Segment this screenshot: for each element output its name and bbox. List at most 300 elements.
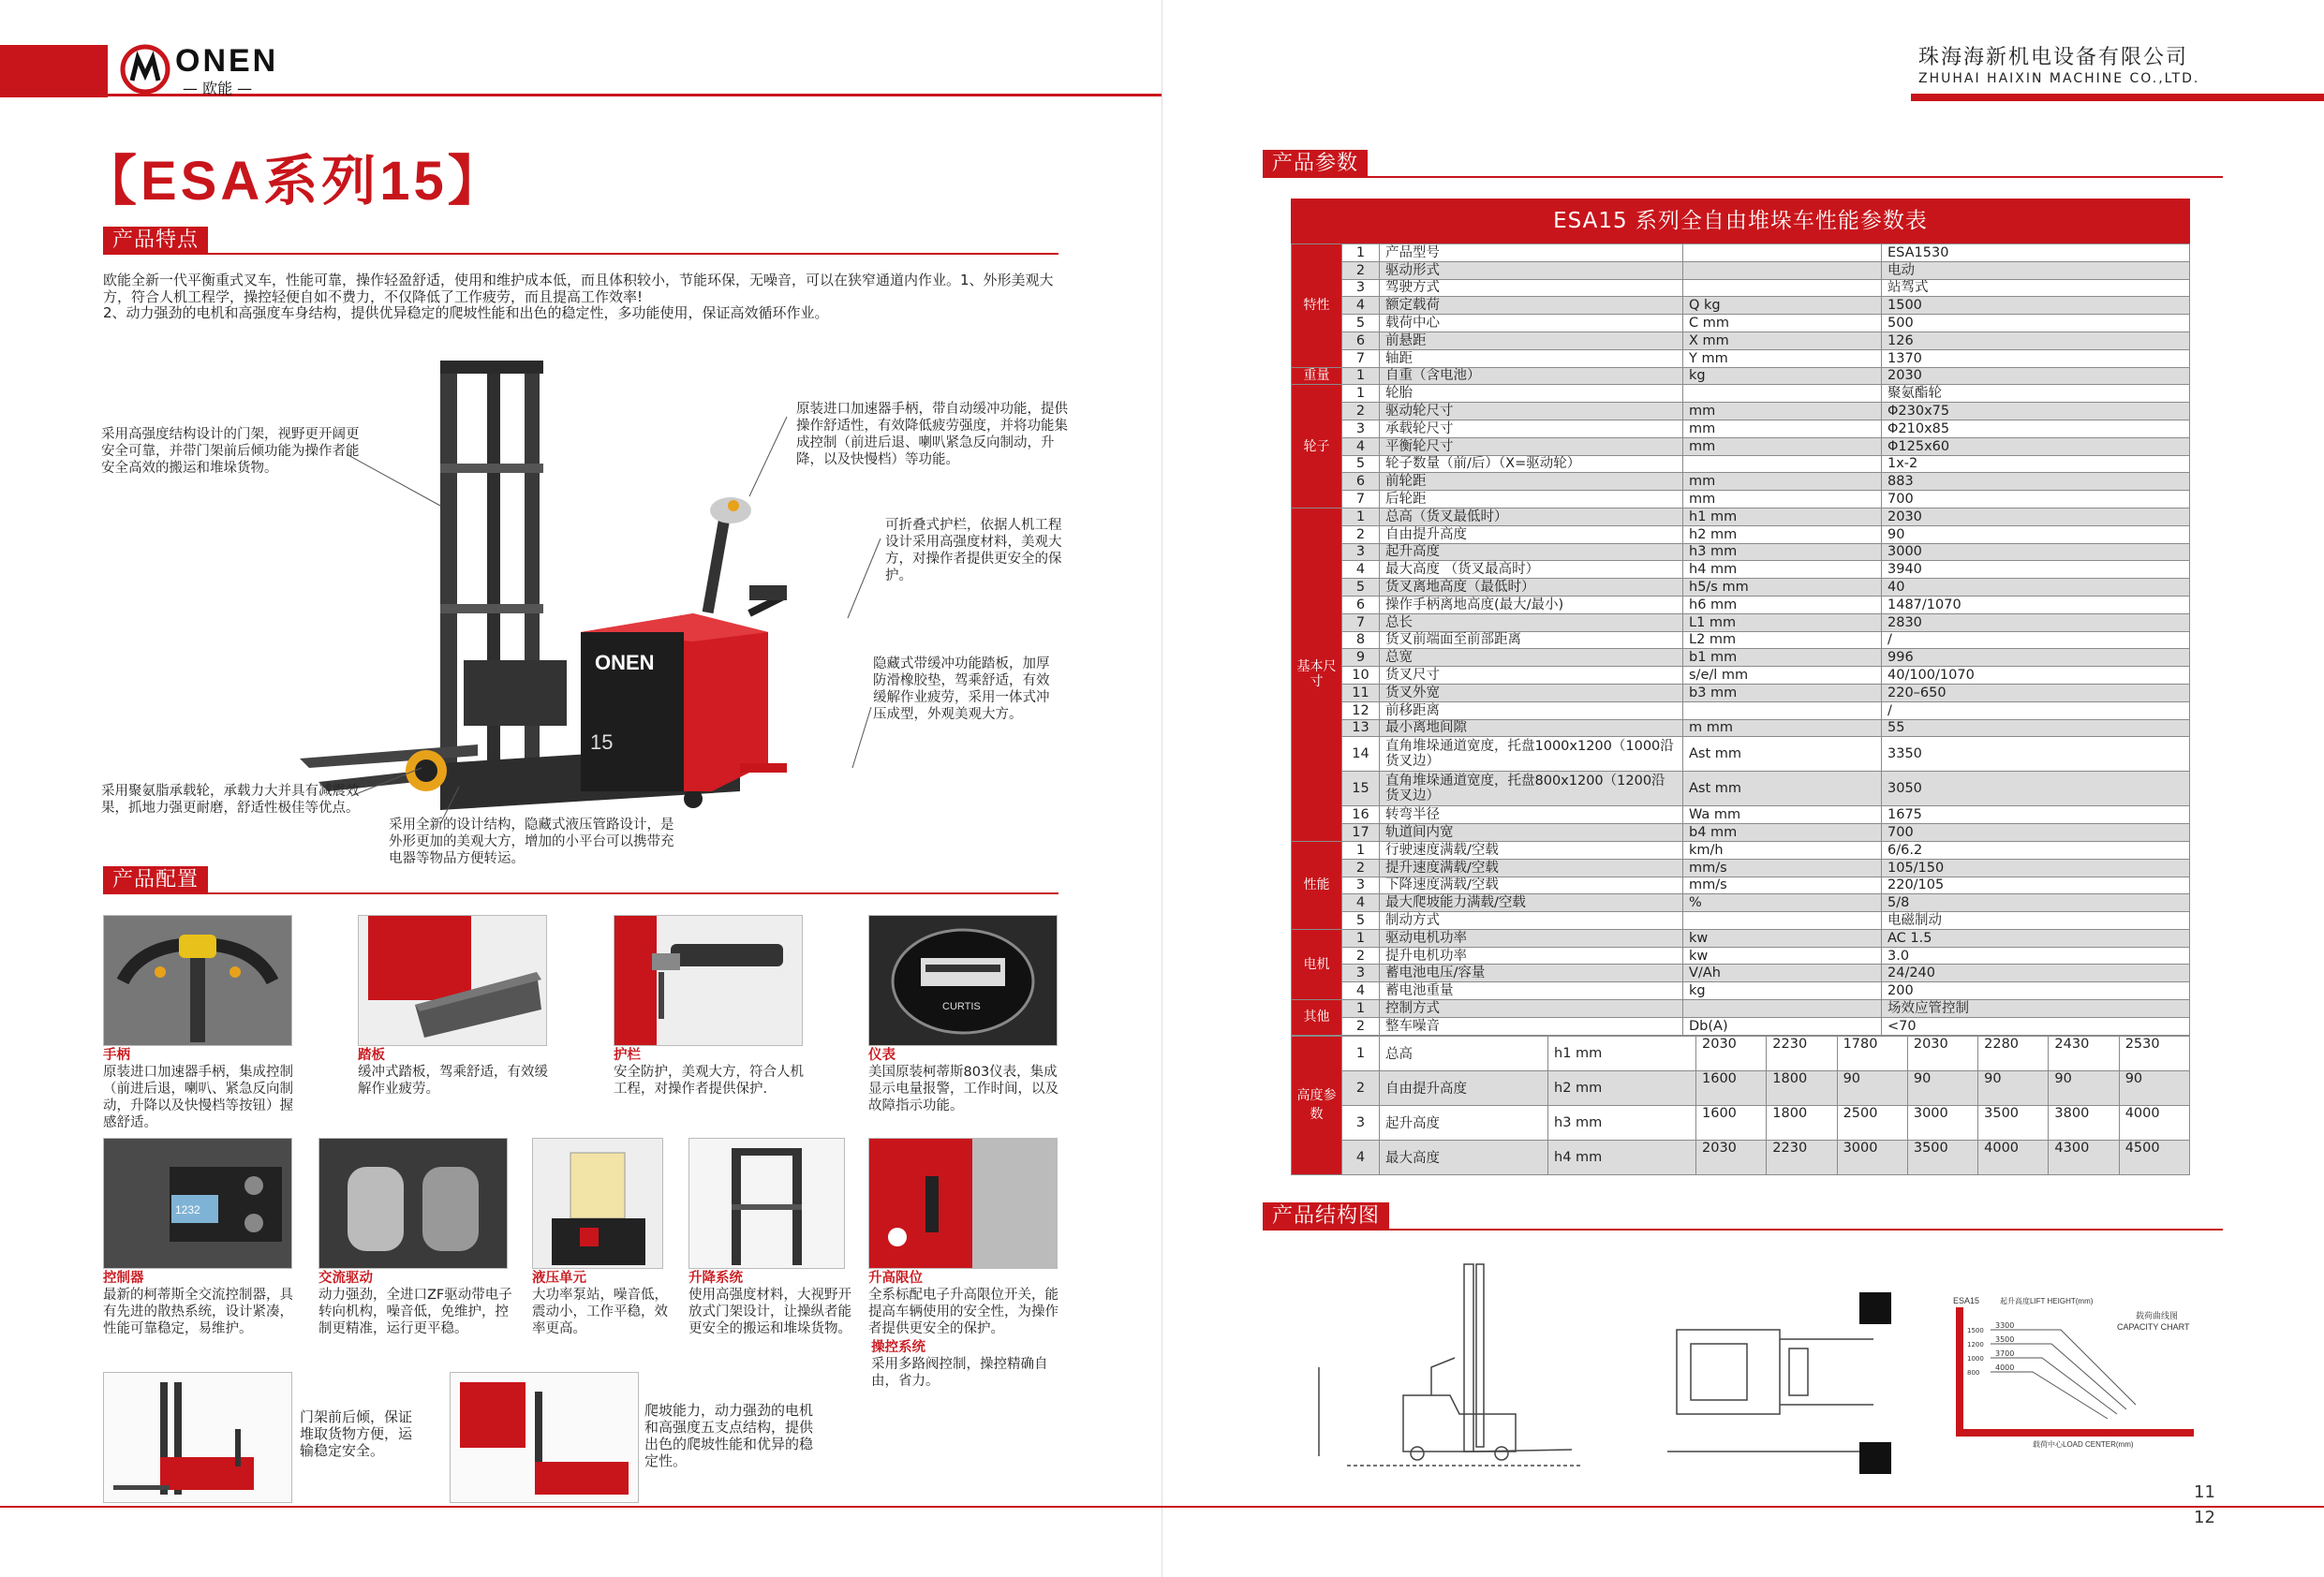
- spec-group-label: 特性: [1292, 244, 1342, 368]
- spec-row: [1292, 596, 2190, 613]
- spec-no: 1: [1342, 385, 1380, 403]
- spec-unit: h5/s mm: [1683, 579, 1882, 597]
- spec-item: 驱动形式: [1380, 261, 1683, 279]
- capacity-chart: [1948, 1292, 2201, 1452]
- spec-no: 9: [1342, 649, 1380, 667]
- spec-row: [1292, 437, 2190, 455]
- config-heading-line: [103, 892, 1058, 894]
- spec-no: 6: [1342, 596, 1380, 613]
- height-value: 2430: [2049, 1036, 2119, 1070]
- spec-row: [1292, 315, 2190, 332]
- spec-item: 货叉前端面至前部距离: [1380, 631, 1683, 649]
- spec-item: 自重（含电池）: [1380, 367, 1683, 385]
- spec-no: 11: [1342, 684, 1380, 701]
- spec-value: /: [1882, 631, 2190, 649]
- height-value: 90: [1907, 1070, 1977, 1105]
- truck-brand-label: ONEN: [595, 651, 655, 674]
- spec-unit: b3 mm: [1683, 684, 1882, 701]
- height-value: 2530: [2119, 1036, 2189, 1070]
- photo-hydraulic: [532, 1138, 663, 1269]
- config-item-hydraulic: [532, 1270, 677, 1337]
- spec-unit: [1683, 455, 1882, 473]
- config-title-guard: 护栏: [614, 1048, 641, 1063]
- spec-unit: b1 mm: [1683, 649, 1882, 667]
- spec-row: [1292, 561, 2190, 579]
- spec-group-label: 重量: [1292, 367, 1342, 385]
- spec-no: 4: [1342, 982, 1380, 1000]
- spec-unit: [1683, 912, 1882, 930]
- spec-no: 4: [1342, 437, 1380, 455]
- spec-item: 货叉离地高度（最低时）: [1380, 579, 1683, 597]
- right-footer-line: [1162, 1506, 2324, 1508]
- config-text-lift-system: 使用高强度材料，大视野开放式门架设计，让操纵者能更安全的搬运和堆垛货物。: [688, 1288, 851, 1336]
- height-value: 90: [2119, 1070, 2189, 1105]
- spec-no: 13: [1342, 719, 1380, 737]
- spec-unit: mm/s: [1683, 877, 1882, 894]
- capacity-level-3: 3700: [1995, 1349, 2015, 1358]
- height-value: 4500: [2119, 1140, 2189, 1174]
- spec-no: 6: [1342, 473, 1380, 491]
- photo-mast-tilt: [103, 1372, 292, 1503]
- company-name-en: ZHUHAI HAIXIN MACHINE CO.,LTD.: [1918, 71, 2200, 86]
- spec-item: 平衡轮尺寸: [1380, 437, 1683, 455]
- spec-unit: km/h: [1683, 841, 1882, 859]
- spec-value: 3000: [1882, 543, 2190, 561]
- height-label: 总高: [1380, 1036, 1548, 1070]
- spec-no: 3: [1342, 279, 1380, 297]
- spec-value: 126: [1882, 332, 2190, 349]
- spec-row: [1292, 385, 2190, 403]
- page-number-12: 12: [2194, 1508, 2215, 1527]
- spec-value: 场效应管控制: [1882, 1000, 2190, 1018]
- spec-no: 5: [1342, 455, 1380, 473]
- config-item-handle: [103, 1047, 304, 1131]
- spec-row: [1292, 349, 2190, 367]
- spec-item: 前轮距: [1380, 473, 1683, 491]
- spec-item: 驱动电机功率: [1380, 929, 1683, 947]
- spec-value: 3350: [1882, 737, 2190, 772]
- spec-value: 3940: [1882, 561, 2190, 579]
- spec-group-label: 电机: [1292, 929, 1342, 999]
- spec-unit: mm: [1683, 420, 1882, 437]
- spec-item: 下降速度满载/空载: [1380, 877, 1683, 894]
- height-unit: h4 mm: [1548, 1140, 1696, 1174]
- config-text-controller: 最新的柯蒂斯全交流控制器，具有先进的散热系统，设计紧凑，性能可靠稳定，易维护。: [103, 1288, 293, 1336]
- height-unit: h2 mm: [1548, 1070, 1696, 1105]
- spec-row: [1292, 806, 2190, 824]
- config-text-gauge: 美国原装柯蒂斯803仪表，集成显示电量报警，工作时间，以及故障指示功能。: [868, 1065, 1058, 1113]
- spec-no: 3: [1342, 965, 1380, 982]
- spec-no: 2: [1342, 525, 1380, 543]
- capacity-ytick-2: 1200: [1967, 1341, 1984, 1349]
- truck-number-label: 15: [590, 730, 614, 754]
- spec-row: [1292, 332, 2190, 349]
- config-title-lift-system: 升降系统: [688, 1271, 743, 1286]
- spec-value: 90: [1882, 525, 2190, 543]
- config-title-hydraulic: 液压单元: [532, 1271, 586, 1286]
- side-view-drawing: [1291, 1255, 1609, 1480]
- config-item-lift-limit: [868, 1270, 1065, 1337]
- spec-item: 转弯半径: [1380, 806, 1683, 824]
- spec-value: 电磁制动: [1882, 912, 2190, 930]
- spec-item: 货叉外宽: [1380, 684, 1683, 701]
- spec-row: [1292, 525, 2190, 543]
- config-heading: 产品配置: [103, 866, 208, 894]
- config-title-gauge: 仪表: [868, 1048, 896, 1063]
- spec-item: 提升速度满载/空载: [1380, 859, 1683, 877]
- spec-item: 承载轮尺寸: [1380, 420, 1683, 437]
- capacity-chart-title-cn: 载荷曲线图: [2136, 1311, 2179, 1320]
- height-label: 自由提升高度: [1380, 1070, 1548, 1105]
- spec-item: 最大爬坡能力满载/空载: [1380, 894, 1683, 912]
- spec-unit: C mm: [1683, 315, 1882, 332]
- spec-value: 220–650: [1882, 684, 2190, 701]
- spec-item: 整车噪音: [1380, 1017, 1683, 1035]
- config-title-lift-limit: 升高限位: [868, 1271, 923, 1286]
- series-title: 【ESA系列15】: [82, 151, 506, 212]
- capacity-ytick-3: 1000: [1967, 1355, 1984, 1363]
- spec-no: 4: [1342, 561, 1380, 579]
- spec-row: [1292, 491, 2190, 508]
- spec-value: 1487/1070: [1882, 596, 2190, 613]
- spec-no: 1: [1342, 841, 1380, 859]
- spec-table-wrap: [1291, 243, 2190, 1175]
- spec-no: 2: [1342, 947, 1380, 965]
- spec-item: 额定载荷: [1380, 297, 1683, 315]
- spec-item: 自由提升高度: [1380, 525, 1683, 543]
- spec-unit: b4 mm: [1683, 824, 1882, 842]
- height-no: 3: [1342, 1105, 1380, 1140]
- height-no: 4: [1342, 1140, 1380, 1174]
- spec-row: [1292, 244, 2190, 262]
- spec-item: 操作手柄离地高度(最大/最小): [1380, 596, 1683, 613]
- spec-unit: V/Ah: [1683, 965, 1882, 982]
- config-item-gauge: [868, 1047, 1060, 1114]
- spec-value: 1675: [1882, 806, 2190, 824]
- photo-climb: [450, 1372, 639, 1503]
- height-value: 2500: [1837, 1105, 1907, 1140]
- controller-label: 1232: [175, 1203, 200, 1216]
- spec-no: 7: [1342, 349, 1380, 367]
- height-no: 1: [1342, 1036, 1380, 1070]
- spec-value: <70: [1882, 1017, 2190, 1035]
- spec-item: 轴距: [1380, 349, 1683, 367]
- spec-no: 2: [1342, 1017, 1380, 1035]
- callout-wheel: 采用聚氨脂承载轮，承载力大并具有减震效果，抓地力强更耐磨，舒适性极佳等优点。: [101, 784, 360, 816]
- height-value: 3500: [1978, 1105, 2049, 1140]
- callout-mast: 采用高强度结构设计的门架，视野更开阔更安全可靠，并带门架前后倾功能为操作者能安全高效的搬运和堆垛货物。: [101, 427, 360, 476]
- config-item-ac-drive: [318, 1270, 515, 1337]
- spec-item: 后轮距: [1380, 491, 1683, 508]
- spec-unit: h2 mm: [1683, 525, 1882, 543]
- spec-value: Φ230x75: [1882, 403, 2190, 420]
- logo-text: ONEN: [175, 43, 279, 79]
- capacity-level-1: 3300: [1995, 1321, 2015, 1330]
- spec-row: [1292, 473, 2190, 491]
- spec-unit: mm: [1683, 403, 1882, 420]
- spec-value: ESA1530: [1882, 244, 2190, 262]
- company-name-cn: 珠海海新机电设备有限公司: [1918, 46, 2189, 69]
- spec-row: [1292, 261, 2190, 279]
- height-value: 3000: [1907, 1105, 1977, 1140]
- spec-unit: mm: [1683, 473, 1882, 491]
- spec-no: 1: [1342, 929, 1380, 947]
- spec-item: 驾驶方式: [1380, 279, 1683, 297]
- height-value: 1780: [1837, 1036, 1907, 1070]
- capacity-ytick-1: 1500: [1967, 1327, 1984, 1334]
- gauge-brand-label: CURTIS: [942, 1001, 981, 1012]
- spec-row: [1292, 737, 2190, 772]
- height-value: 1800: [1767, 1105, 1837, 1140]
- spec-no: 15: [1342, 772, 1380, 806]
- bottom-caption-tilt: 门架前后倾，保证堆取货物方便，运输稳定安全。: [300, 1408, 413, 1459]
- spec-unit: %: [1683, 894, 1882, 912]
- spec-item: 总宽: [1380, 649, 1683, 667]
- config-title-ac-drive: 交流驱动: [318, 1271, 373, 1286]
- spec-item: 总高（货叉最低时）: [1380, 508, 1683, 525]
- spec-no: 10: [1342, 667, 1380, 685]
- spec-unit: L2 mm: [1683, 631, 1882, 649]
- spec-unit: [1683, 261, 1882, 279]
- spec-unit: kg: [1683, 367, 1882, 385]
- spec-unit: m mm: [1683, 719, 1882, 737]
- spec-group-label: 性能: [1292, 841, 1342, 929]
- capacity-ytick-4: 800: [1967, 1369, 1980, 1377]
- height-value: 3000: [1837, 1140, 1907, 1174]
- spec-row: [1292, 279, 2190, 297]
- height-value: 90: [1837, 1070, 1907, 1105]
- height-row: [1292, 1070, 2190, 1105]
- spec-unit: [1683, 701, 1882, 719]
- spec-unit: h3 mm: [1683, 543, 1882, 561]
- config-text-control: 采用多路阀控制，操控精确自由，省力。: [871, 1357, 1048, 1389]
- photo-controller: [103, 1138, 292, 1269]
- spec-row: [1292, 965, 2190, 982]
- spec-value: /: [1882, 701, 2190, 719]
- spec-unit: s/e/l mm: [1683, 667, 1882, 685]
- spec-value: 996: [1882, 649, 2190, 667]
- spec-row: [1292, 912, 2190, 930]
- spec-row: [1292, 772, 2190, 806]
- spec-unit: kg: [1683, 982, 1882, 1000]
- spec-item: 最大高度 （货叉最高时）: [1380, 561, 1683, 579]
- height-value: 2280: [1978, 1036, 2049, 1070]
- config-text-lift-limit: 全系标配电子升高限位开关，能提高车辆使用的安全性，为操作者提供更安全的保护。: [868, 1288, 1058, 1336]
- photo-ac-drive: [318, 1138, 508, 1269]
- config-title-control: 操控系统: [871, 1340, 925, 1355]
- spec-item: 货叉尺寸: [1380, 667, 1683, 685]
- spec-value: 55: [1882, 719, 2190, 737]
- spec-no: 3: [1342, 420, 1380, 437]
- height-value: 2030: [1907, 1036, 1977, 1070]
- top-view-drawing: [1658, 1292, 1902, 1480]
- spec-unit: mm: [1683, 491, 1882, 508]
- spec-item: 轮子数量（前/后）（X=驱动轮）: [1380, 455, 1683, 473]
- spec-no: 2: [1342, 403, 1380, 420]
- spec-value: 电动: [1882, 261, 2190, 279]
- config-item-control: [871, 1339, 1063, 1390]
- spec-value: 2030: [1882, 367, 2190, 385]
- right-header-line: [1911, 94, 2324, 101]
- left-footer-line: [0, 1506, 1162, 1508]
- spec-no: 1: [1342, 1000, 1380, 1018]
- height-value: 3500: [1907, 1140, 1977, 1174]
- spec-value: Φ210x85: [1882, 420, 2190, 437]
- spec-group-label: 基本尺寸: [1292, 508, 1342, 841]
- spec-no: 1: [1342, 367, 1380, 385]
- spec-item: 直角堆垛通道宽度，托盘1000x1200（1000沿货叉边）: [1380, 737, 1683, 772]
- capacity-chart-model: ESA15: [1953, 1296, 1980, 1305]
- height-label: 起升高度: [1380, 1105, 1548, 1140]
- params-heading-line: [1263, 176, 2223, 178]
- height-no: 2: [1342, 1070, 1380, 1105]
- height-value: 2030: [1696, 1036, 1767, 1070]
- spec-row: [1292, 403, 2190, 420]
- capacity-chart-xlabel: 载荷中心LOAD CENTER(mm): [2033, 1440, 2134, 1449]
- height-row: [1292, 1105, 2190, 1140]
- spec-row: [1292, 297, 2190, 315]
- callout-handle: 原装进口加速器手柄，带自动缓冲功能，提供操作舒适性，有效降低疲劳强度，并将功能集成控制（前进后退、喇叭紧急反向制动，升降，以及快慢档）等功能。: [796, 402, 1068, 467]
- photo-pedal: [358, 915, 547, 1046]
- spec-unit: h6 mm: [1683, 596, 1882, 613]
- config-title-handle: 手柄: [103, 1048, 130, 1063]
- spec-row: [1292, 1017, 2190, 1035]
- height-value: 1600: [1696, 1105, 1767, 1140]
- spec-no: 2: [1342, 859, 1380, 877]
- config-item-guard: [614, 1047, 815, 1098]
- spec-unit: mm: [1683, 437, 1882, 455]
- spec-row: [1292, 613, 2190, 631]
- spec-row: [1292, 859, 2190, 877]
- spec-row: [1292, 719, 2190, 737]
- spec-value: 6/6.2: [1882, 841, 2190, 859]
- spec-table: [1291, 243, 2190, 1036]
- features-paragraph-1: 欧能全新一代平衡重式叉车，性能可靠，操作轻盈舒适，使用和维护成本低，而且体积较小，节能环保，无噪音，可以在狭窄通道内作业。1、外形美观大方，符合人机工程学，操控轻便自如不费力，不仅降低了工作疲劳，而且提高工作效率!: [103, 272, 1054, 305]
- spec-value: 3.0: [1882, 947, 2190, 965]
- spec-value: 700: [1882, 824, 2190, 842]
- height-value: 1800: [1767, 1070, 1837, 1105]
- height-value: 90: [1978, 1070, 2049, 1105]
- spec-value: 1x-2: [1882, 455, 2190, 473]
- spec-row: [1292, 1000, 2190, 1018]
- spec-item: 轨道间内宽: [1380, 824, 1683, 842]
- spec-no: 8: [1342, 631, 1380, 649]
- spec-item: 前悬距: [1380, 332, 1683, 349]
- height-table: [1291, 1036, 2190, 1175]
- photo-lift-limit: [868, 1138, 1058, 1269]
- spec-no: 1: [1342, 244, 1380, 262]
- spec-table-title: ESA15 系列全自由堆垛车性能参数表: [1291, 199, 2190, 243]
- spec-item: 载荷中心: [1380, 315, 1683, 332]
- spec-no: 6: [1342, 332, 1380, 349]
- spec-value: 聚氨酯轮: [1882, 385, 2190, 403]
- spec-unit: kw: [1683, 929, 1882, 947]
- height-value: 90: [2049, 1070, 2119, 1105]
- spec-value: 105/150: [1882, 859, 2190, 877]
- spec-unit: kw: [1683, 947, 1882, 965]
- spec-row: [1292, 894, 2190, 912]
- spec-no: 1: [1342, 508, 1380, 525]
- params-heading: 产品参数: [1263, 150, 1368, 178]
- config-text-hydraulic: 大功率泵站，噪音低，震动小，工作平稳，效率更高。: [532, 1288, 668, 1336]
- capacity-chart-title-en: CAPACITY CHART: [2117, 1322, 2190, 1332]
- config-text-guard: 安全防护，美观大方，符合人机工程，对操作者提供保护.: [614, 1065, 804, 1097]
- spec-unit: Wa mm: [1683, 806, 1882, 824]
- height-unit: h1 mm: [1548, 1036, 1696, 1070]
- spec-unit: [1683, 385, 1882, 403]
- spec-value: 500: [1882, 315, 2190, 332]
- spec-unit: Ast mm: [1683, 772, 1882, 806]
- capacity-chart-ylabel: 起升高度LIFT HEIGHT(mm): [2000, 1297, 2094, 1305]
- height-unit: h3 mm: [1548, 1105, 1696, 1140]
- spec-item: 前移距离: [1380, 701, 1683, 719]
- spec-item: 蓄电池电压/容量: [1380, 965, 1683, 982]
- spec-no: 4: [1342, 297, 1380, 315]
- spec-group-label: 其他: [1292, 1000, 1342, 1036]
- height-value: 1600: [1696, 1070, 1767, 1105]
- height-row: [1292, 1036, 2190, 1070]
- height-group-label: 高度参数: [1292, 1036, 1342, 1174]
- callout-guard: 可折叠式护栏，依据人机工程设计采用高强度材料，美观大方，对操作者提供更安全的保护。: [885, 518, 1062, 583]
- config-item-controller: [103, 1270, 304, 1337]
- spec-item: 驱动轮尺寸: [1380, 403, 1683, 420]
- spec-value: 200: [1882, 982, 2190, 1000]
- spec-unit: [1683, 1000, 1882, 1018]
- spec-row: [1292, 455, 2190, 473]
- height-value: 2030: [1696, 1140, 1767, 1174]
- spec-value: AC 1.5: [1882, 929, 2190, 947]
- spec-value: Φ125x60: [1882, 437, 2190, 455]
- height-value: 4000: [2119, 1105, 2189, 1140]
- spec-unit: Y mm: [1683, 349, 1882, 367]
- spec-value: 220/105: [1882, 877, 2190, 894]
- spec-item: 最小离地间隙: [1380, 719, 1683, 737]
- capacity-level-4: 4000: [1995, 1363, 2015, 1372]
- spec-row: [1292, 631, 2190, 649]
- spec-unit: mm/s: [1683, 859, 1882, 877]
- height-value: 4000: [1978, 1140, 2049, 1174]
- spec-no: 17: [1342, 824, 1380, 842]
- spec-unit: h4 mm: [1683, 561, 1882, 579]
- callout-structure: 采用全新的设计结构，隐藏式液压管路设计，是外形更加的美观大方，增加的小平台可以携带充电器等物品方便转运。: [389, 818, 674, 866]
- spec-row: [1292, 824, 2190, 842]
- spec-unit: Db(A): [1683, 1017, 1882, 1035]
- spec-row: [1292, 982, 2190, 1000]
- spec-group-label: 轮子: [1292, 385, 1342, 508]
- config-item-pedal: [358, 1047, 559, 1098]
- spec-unit: Ast mm: [1683, 737, 1882, 772]
- spec-item: 行驶速度满载/空载: [1380, 841, 1683, 859]
- spec-item: 制动方式: [1380, 912, 1683, 930]
- height-row: [1292, 1140, 2190, 1174]
- spec-no: 2: [1342, 261, 1380, 279]
- spec-row: [1292, 877, 2190, 894]
- spec-row: [1292, 579, 2190, 597]
- spec-value: 883: [1882, 473, 2190, 491]
- spec-value: 3050: [1882, 772, 2190, 806]
- height-value: 2230: [1767, 1036, 1837, 1070]
- spec-item: 起升高度: [1380, 543, 1683, 561]
- features-heading: 产品特点: [103, 227, 208, 255]
- spec-value: 1370: [1882, 349, 2190, 367]
- spec-no: 14: [1342, 737, 1380, 772]
- spec-no: 3: [1342, 877, 1380, 894]
- config-text-handle: 原装进口加速器手柄，集成控制（前进后退，喇叭、紧急反向制动，升降以及快慢档等按钮）握感舒适。: [103, 1065, 293, 1130]
- config-title-pedal: 踏板: [358, 1048, 385, 1063]
- spec-unit: X mm: [1683, 332, 1882, 349]
- spec-item: 蓄电池重量: [1380, 982, 1683, 1000]
- photo-lift-system: [688, 1138, 845, 1269]
